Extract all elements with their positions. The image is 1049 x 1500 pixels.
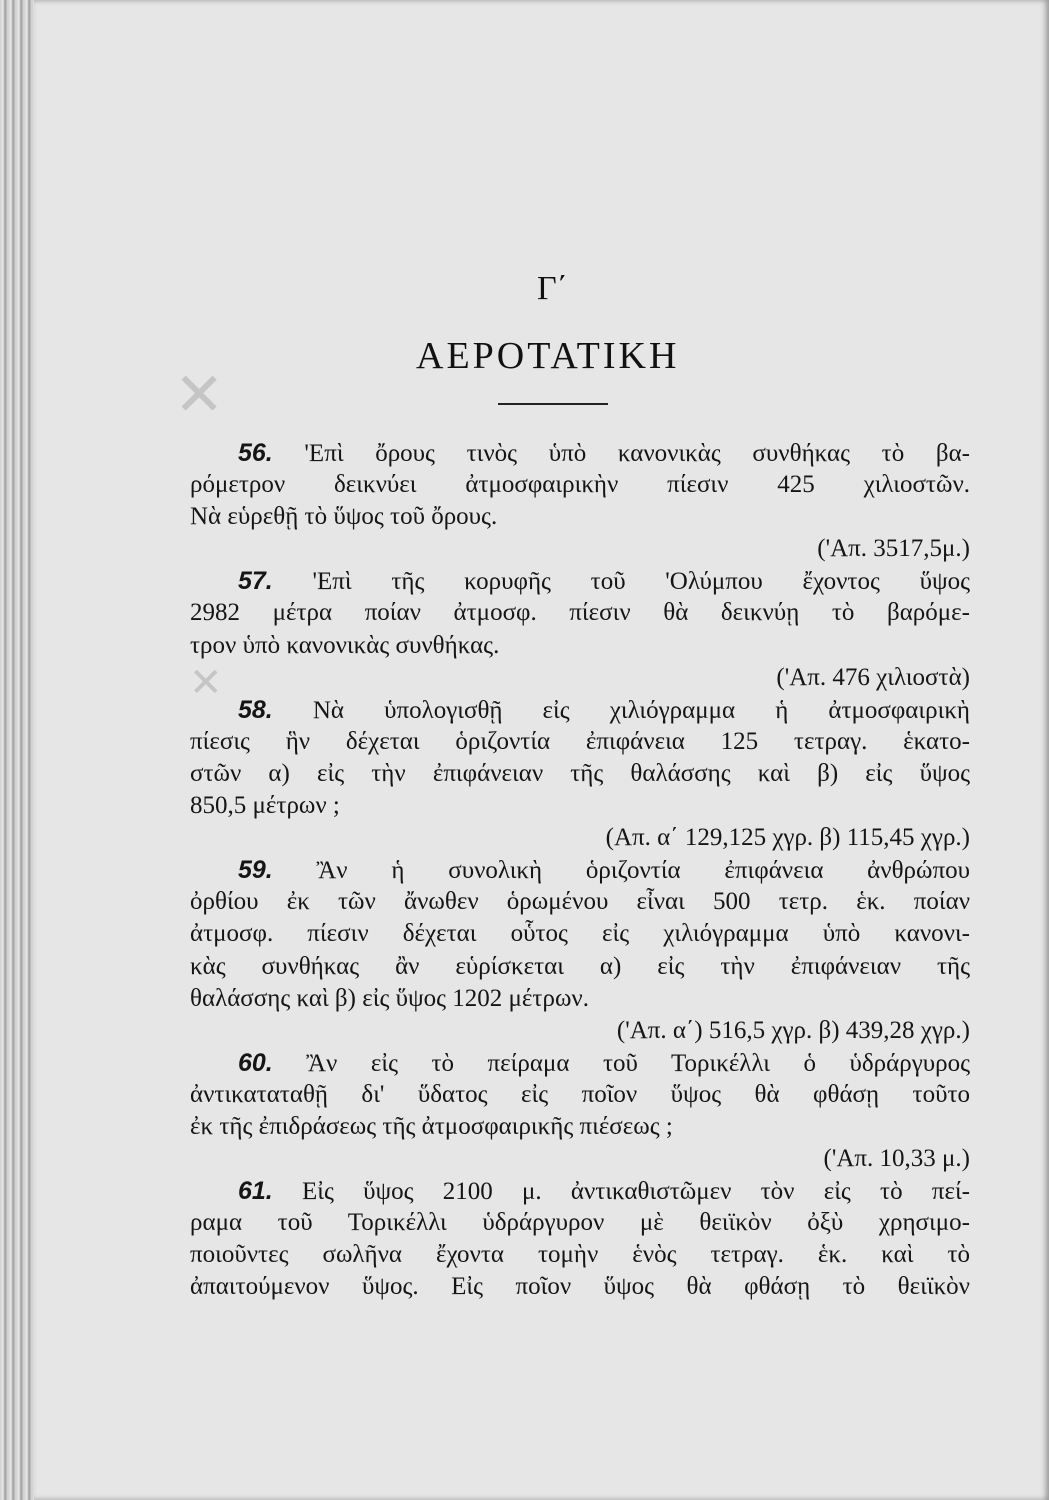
problem-line: κὰς συνθήκας ἂν εὑρίσκεται α) εἰς τὴν ἐπιφάνειαν τῆς bbox=[190, 952, 970, 980]
problem-line: πίεσις ἣν δέχεται ὁριζοντία ἐπιφάνεια 125 τετραγ. ἑκατο- bbox=[190, 727, 970, 755]
problem-number: 59. bbox=[238, 856, 273, 885]
problem-line: 'Επὶ ὄρους τινὸς ὑπὸ κανονικὰς συνθήκας τὸ βα- bbox=[304, 440, 970, 467]
problem-line: 'Επὶ τῆς κορυφῆς τοῦ 'Ολύμπου ἔχοντος ὕψος bbox=[312, 568, 970, 596]
problem-line: Ἂν εἰς τὸ πείραμα τοῦ Τορικέλλι ὁ ὑδράργυρος bbox=[306, 1049, 970, 1077]
problems-list bbox=[190, 437, 970, 1304]
problem-answer: (Απ. α΄ 129,125 χγρ. β) 115,45 χγρ.) bbox=[605, 824, 970, 852]
problem-line: Νὰ ὑπολογισθῇ εἰς χιλιόγραμμα ἡ ἀτμοσφαιρικὴ bbox=[312, 696, 970, 724]
problem-number: 56. bbox=[238, 439, 273, 467]
problem-line: Ἂν ἡ συνολικὴ ὁριζοντία ἐπιφάνεια ἀνθρώπου bbox=[316, 857, 970, 885]
problem-line: 850,5 μέτρων ; bbox=[190, 792, 340, 820]
problem-number: 60. bbox=[238, 1048, 273, 1077]
problem-line: ἀντικαταταθῇ δι' ὕδατος εἰς ποῖον ὕψος θὰ φθάσῃ τοῦτο bbox=[190, 1080, 970, 1108]
problem-line: 2982 μέτρα ποίαν ἀτμοσφ. πίεσιν θὰ δεικνύῃ τὸ βαρόμε- bbox=[190, 599, 970, 627]
problem-answer: ('Απ. α΄) 516,5 χγρ. β) 439,28 χγρ.) bbox=[616, 1016, 970, 1044]
problem-58 bbox=[190, 694, 970, 854]
book-page bbox=[34, 0, 1049, 1500]
problem-line: θαλάσσης καὶ β) εἰς ὕψος 1202 μέτρων. bbox=[190, 984, 589, 1012]
problem-answer: ('Απ. 10,33 μ.) bbox=[823, 1145, 970, 1173]
problem-number: 57. bbox=[238, 567, 273, 596]
problem-line: Εἰς ὕψος 2100 μ. ἀντικαθιστῶμεν τὸν εἰς τὸ πεί- bbox=[302, 1178, 970, 1206]
problem-number: 61. bbox=[238, 1177, 273, 1206]
pencil-mark: ✕ bbox=[174, 361, 225, 428]
chapter-title: ΑΕΡΟΤΑΤΙΚΗ bbox=[416, 335, 680, 377]
problem-line: ποιοῦντες σωλῆνα ἔχοντα τομὴν ἑνὸς τετραγ. ἑκ. καὶ τὸ bbox=[190, 1241, 970, 1269]
problem-61 bbox=[190, 1175, 970, 1303]
pencil-mark: ✕ bbox=[189, 661, 223, 705]
problem-line: στῶν α) εἰς τὴν ἐπιφάνειαν τῆς θαλάσσης καὶ β) εἰς ὕψος bbox=[190, 759, 970, 787]
problem-line: ἀπαιτούμενον ὕψος. Εἰς ποῖον ὕψος θὰ φθάσῃ τὸ θειϊκὸν bbox=[190, 1273, 970, 1301]
problem-56 bbox=[190, 437, 970, 565]
problem-line: ὀρθίου ἐκ τῶν ἄνωθεν ὁρωμένου εἶναι 500 τετρ. ἑκ. ποίαν bbox=[190, 888, 970, 916]
problem-59 bbox=[190, 854, 970, 1047]
title-rule bbox=[498, 403, 608, 405]
problem-number: 58. bbox=[238, 695, 273, 724]
problem-line: ραμα τοῦ Τορικέλλι ὑδράργυρον μὲ θειϊκὸν ὀξὺ χρησιμο- bbox=[190, 1209, 970, 1237]
problem-line: ρόμετρον δεικνύει ἀτμοσφαιρικὴν πίεσιν 425 χιλιοστῶν. bbox=[190, 471, 970, 499]
problem-60 bbox=[190, 1047, 970, 1175]
problem-line: Νὰ εὑρεθῇ τὸ ὕψος τοῦ ὄρους. bbox=[190, 503, 498, 531]
problem-answer: ('Απ. 3517,5μ.) bbox=[817, 535, 970, 563]
problem-57 bbox=[190, 565, 970, 693]
problem-line: ἀτμοσφ. πίεσιν δέχεται οὗτος εἰς χιλιόγραμμα ὑπὸ κανονι- bbox=[190, 920, 970, 948]
problem-answer: ('Απ. 476 χιλιοστὰ) bbox=[776, 663, 970, 691]
problem-line: τρον ὑπὸ κανονικὰς συνθήκας. bbox=[190, 631, 500, 659]
problem-line: ἐκ τῆς ἐπιδράσεως τῆς ἀτμοσφαιρικῆς πιέσεως ; bbox=[190, 1112, 673, 1140]
chapter-number: Γ΄ bbox=[537, 270, 568, 307]
